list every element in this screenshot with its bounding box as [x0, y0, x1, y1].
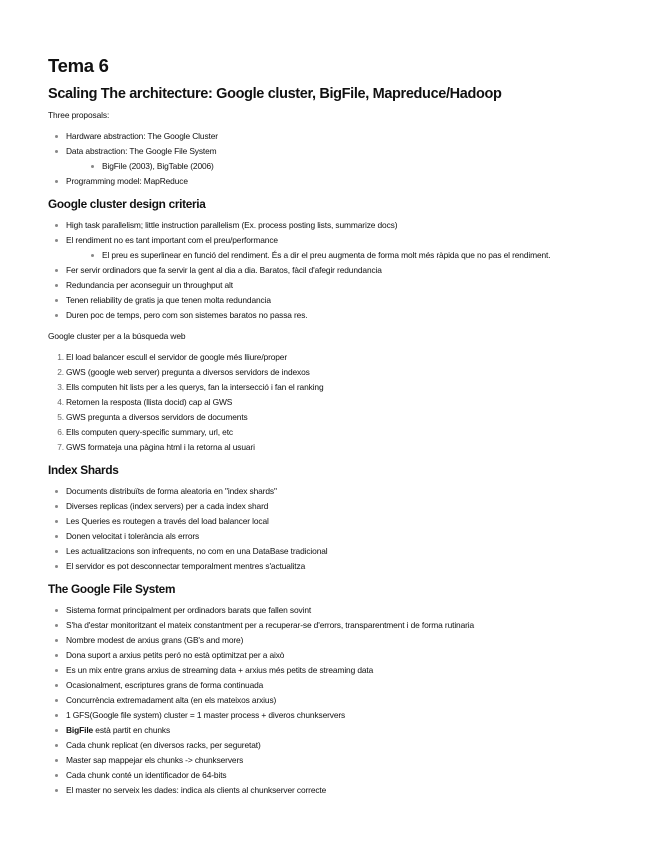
index-shards-list — [48, 484, 608, 574]
step-number: 4. — [57, 397, 64, 407]
list-item: 1 GFS(Google file system) cluster = 1 master process + diveros chunkservers — [48, 708, 608, 723]
step-number: 7. — [57, 442, 64, 452]
list-item: Es un mix entre grans arxius de streaming data + arxius més petits de streaming data — [48, 663, 608, 678]
list-item: S'ha d'estar monitoritzant el mateix constantment per a recuperar-se d'errors, transparentment i de forma rutinaria — [48, 618, 608, 633]
list-item: Hardware abstraction: The Google Cluster — [48, 129, 608, 144]
section-heading-index-shards: Index Shards — [48, 463, 119, 477]
list-item-text: Data abstraction: The Google File System — [66, 146, 217, 156]
step-text: Retornen la resposta (llista docid) cap al GWS — [66, 397, 233, 407]
step-text: El load balancer escull el servidor de google més lliure/proper — [66, 352, 288, 362]
list-item: Donen velocitat i tolerància als errors — [48, 529, 608, 544]
step-text: GWS formateja una pàgina html i la retorna al usuari — [66, 442, 255, 452]
list-item — [48, 350, 608, 365]
list-item: High task parallelism; little instruction parallelism (Ex. process posting lists, summarize docs) — [48, 218, 608, 233]
list-item — [48, 365, 608, 380]
list-item — [48, 410, 608, 425]
list-item: El preu es superlinear en funció del rendiment. És a dir el preu augmenta de forma molt més ràpida que no pas el rendiment. — [66, 248, 608, 263]
list-item: Documents distribuïts de forma aleatoria en "index shards" — [48, 484, 608, 499]
step-text: Ells computen hit lists per a les querys, fan la intersecció i fan el ranking — [66, 382, 324, 392]
list-item: Concurrència extremadament alta (en els mateixos arxius) — [48, 693, 608, 708]
step-text: GWS pregunta a diversos servidors de documents — [66, 412, 248, 422]
list-item: Redundancia per aconseguir un throughput alt — [48, 278, 608, 293]
sub-list — [66, 248, 608, 263]
proposals-list — [48, 129, 608, 189]
section-heading-gfs: The Google File System — [48, 582, 176, 596]
list-item — [48, 723, 608, 738]
web-search-intro: Google cluster per a la búsqueda web — [48, 331, 186, 341]
step-number: 3. — [57, 382, 64, 392]
step-text: GWS (google web server) pregunta a diversos servidors de indexos — [66, 367, 310, 377]
bigfile-term: BigFile — [66, 725, 94, 735]
step-number: 5. — [57, 412, 64, 422]
bigfile-rest: està partit en chunks — [93, 725, 171, 735]
page-title: Tema 6 — [48, 55, 109, 76]
list-item: Master sap mappejar els chunks -> chunkservers — [48, 753, 608, 768]
list-item: Ocasionalment, escriptures grans de forma continuada — [48, 678, 608, 693]
list-item: Fer servir ordinadors que fa servir la gent al dia a dia. Baratos, fàcil d'afegir redundancia — [48, 263, 608, 278]
step-number: 6. — [57, 427, 64, 437]
step-text: Ells computen query-specific summary, url, etc — [66, 427, 233, 437]
list-item: Diverses replicas (index servers) per a cada index shard — [48, 499, 608, 514]
list-item: Duren poc de temps, pero com son sistemes baratos no passa res. — [48, 308, 608, 323]
list-item: Les actualitzacions son infrequents, no com en una DataBase tradicional — [48, 544, 608, 559]
list-item: Nombre modest de arxius grans (GB's and more) — [48, 633, 608, 648]
web-search-steps — [48, 350, 608, 455]
list-item: Sistema format principalment per ordinadors barats que fallen sovint — [48, 603, 608, 618]
sub-list — [66, 159, 608, 174]
list-item-text: El rendiment no es tant important com el preu/performance — [66, 235, 278, 245]
list-item: Programming model: MapReduce — [48, 174, 608, 189]
step-number: 1. — [57, 352, 64, 362]
list-item: Cada chunk replicat (en diversos racks, per seguretat) — [48, 738, 608, 753]
list-item: El master no serveix les dades: indica als clients al chunkserver correcte — [48, 783, 608, 798]
intro-text: Three proposals: — [48, 110, 110, 120]
section-heading-cluster: Google cluster design criteria — [48, 197, 206, 211]
gfs-list — [48, 603, 608, 798]
list-item — [48, 425, 608, 440]
list-item: El servidor es pot desconnectar temporalment mentres s'actualitza — [48, 559, 608, 574]
list-item: Tenen reliability de gratis ja que tenen molta redundancia — [48, 293, 608, 308]
list-item — [48, 440, 608, 455]
document-page — [48, 55, 608, 806]
list-item: Les Queries es routegen a través del load balancer local — [48, 514, 608, 529]
page-subtitle: Scaling The architecture: Google cluster, BigFile, Mapreduce/Hadoop — [48, 86, 502, 102]
list-item: Cada chunk conté un identificador de 64-bits — [48, 768, 608, 783]
list-item — [48, 233, 608, 263]
list-item — [48, 380, 608, 395]
cluster-criteria-list — [48, 218, 608, 323]
list-item — [48, 144, 608, 174]
step-number: 2. — [57, 367, 64, 377]
list-item — [48, 395, 608, 410]
list-item: BigFile (2003), BigTable (2006) — [66, 159, 608, 174]
list-item: Dona suport a arxius petits peró no està optimitzat per a això — [48, 648, 608, 663]
